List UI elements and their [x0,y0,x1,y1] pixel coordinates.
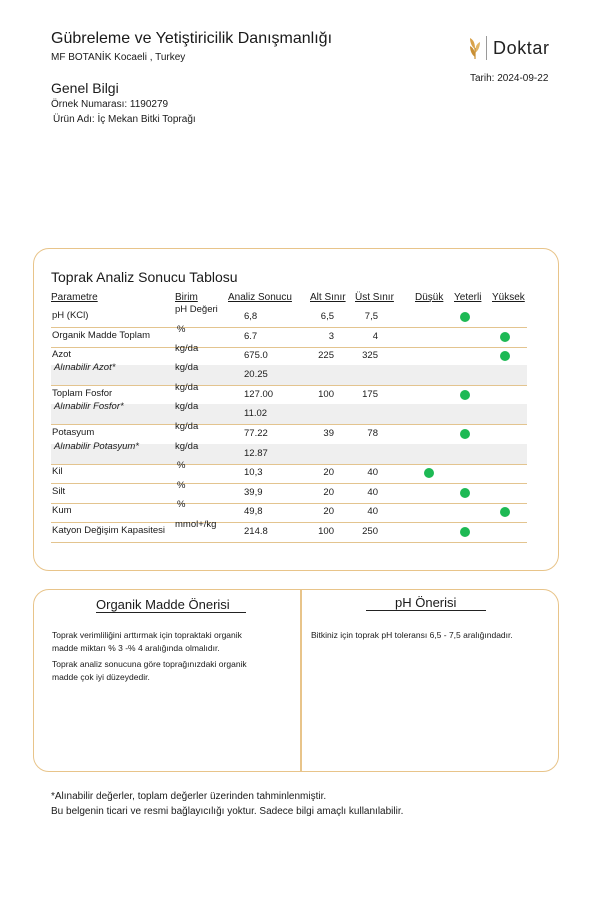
cell-parametre: Kil [52,466,63,477]
product-name: Ürün Adı: İç Mekan Bitki Toprağı [53,114,196,125]
cell-ust-sinir: 7,5 [364,311,378,322]
status-dot-yuksek [500,507,510,517]
header-dusuk: Düşük [415,292,444,303]
cell-parametre: Potasyum [52,427,95,438]
analysis-table-title: Toprak Analiz Sonucu Tablosu [51,269,238,285]
wheat-icon [468,36,482,60]
cell-ust-sinir: 78 [367,428,378,439]
organic-text-2-line-1: Toprak analiz sonucuna göre toprağınızdaki organik [52,659,247,669]
report-title: Gübreleme ve Yetiştiricilik Danışmanlığı [51,30,333,47]
cell-ust-sinir: 40 [367,487,378,498]
logo-text: Doktar [493,37,550,58]
cell-birim: kg/da [175,382,199,393]
status-dot-yeterli [460,429,470,439]
cell-birim: kg/da [175,362,199,373]
cell-birim: kg/da [175,421,199,432]
cell-birim: pH Değeri [175,304,218,315]
logo-divider [486,36,487,60]
cell-parametre: Kum [52,505,72,516]
cell-ust-sinir: 40 [367,467,378,478]
ph-text: Bitkiniz için toprak pH toleransı 6,5 - 7,5 aralığındadır. [311,630,513,640]
cell-alt-sinir: 20 [323,506,334,517]
status-dot-yeterli [460,312,470,322]
cell-analiz: 20.25 [244,369,268,380]
table-row-divider [51,424,527,425]
organic-text-1-line-2: madde miktarı % 3 -% 4 aralığında olmalıdır. [52,643,220,653]
ph-title-underline [366,610,486,611]
cell-ust-sinir: 40 [367,506,378,517]
cell-birim: kg/da [175,441,199,452]
cell-parametre: Katyon Değişim Kapasitesi [52,525,165,536]
cell-analiz: 12.87 [244,448,268,459]
cell-ust-sinir: 175 [362,389,378,400]
cell-parametre: Azot [52,349,72,360]
organic-title-underline [96,612,246,613]
cell-birim: % [177,460,186,471]
organic-text-1 [52,629,242,655]
report-subtitle: MF BOTANİK Kocaeli , Turkey [51,52,186,63]
cell-alt-sinir: 100 [318,526,334,537]
table-row-divider [51,522,527,523]
cell-alt-sinir: 3 [328,331,334,342]
cell-alt-sinir: 225 [318,350,334,361]
organic-title: Organik Madde Önerisi [96,597,230,612]
cell-analiz: 10,3 [244,467,263,478]
recommendation-divider [300,589,302,772]
cell-parametre: pH (KCl) [52,310,89,321]
doktar-logo [468,35,550,61]
table-row-divider [51,385,527,386]
cell-analiz: 6.7 [244,331,258,342]
cell-parametre: Silt [52,486,66,497]
cell-parametre: Alınabilir Potasyum* [54,441,140,452]
table-row-divider [51,542,527,543]
cell-analiz: 214.8 [244,526,268,537]
cell-analiz: 49,8 [244,506,263,517]
cell-birim: kg/da [175,401,199,412]
organic-text-2 [52,658,247,684]
cell-ust-sinir: 4 [372,331,378,342]
cell-analiz: 127.00 [244,389,274,400]
cell-birim: % [177,499,186,510]
status-dot-yuksek [500,332,510,342]
table-row-divider [51,327,527,328]
table-row-divider [51,464,527,465]
header-ust: Üst Sınır [355,292,394,303]
cell-alt-sinir: 20 [323,467,334,478]
cell-parametre: Alınabilir Fosfor* [54,401,124,412]
cell-birim: kg/da [175,343,199,354]
cell-parametre: Organik Madde Toplam [52,330,151,341]
organic-text-1-line-1: Toprak verimliliğini arttırmak için topraktaki organik [52,630,242,640]
sample-number: Örnek Numarası: 1190279 [51,99,169,110]
cell-alt-sinir: 100 [318,389,334,400]
cell-ust-sinir: 325 [362,350,378,361]
ph-title: pH Önerisi [395,595,457,610]
status-dot-yeterli [460,527,470,537]
cell-analiz: 39,9 [244,487,263,498]
status-dot-yuksek [500,351,510,361]
cell-alt-sinir: 20 [323,487,334,498]
table-row-stripe [51,365,527,385]
cell-alt-sinir: 39 [323,428,334,439]
header-parametre: Parametre [51,292,98,303]
table-row-divider [51,503,527,504]
header-yeterli: Yeterli [454,292,482,303]
general-info-title: Genel Bilgi [51,80,119,96]
header-birim: Birim [175,292,198,303]
status-dot-dusuk [424,468,434,478]
header-analiz: Analiz Sonucu [228,292,292,303]
header-yuksek: Yüksek [492,292,525,303]
cell-analiz: 6,8 [244,311,258,322]
status-dot-yeterli [460,488,470,498]
cell-parametre: Alınabilir Azot* [54,362,116,373]
footnote: *Alınabilir değerler, toplam değerler üzerinden tahminlenmiştir. [51,791,327,802]
cell-birim: % [177,324,186,335]
report-date: Tarih: 2024-09-22 [470,73,549,84]
cell-parametre: Toplam Fosfor [52,388,113,399]
cell-birim: % [177,480,186,491]
cell-analiz: 77.22 [244,428,268,439]
cell-analiz: 675.0 [244,350,268,361]
disclaimer: Bu belgenin ticari ve resmi bağlayıcılığı yoktur. Sadece bilgi amaçlı kullanılabilir. [51,806,404,817]
table-row-divider [51,347,527,348]
organic-text-2-line-2: madde çok iyi düzeydedir. [52,672,150,682]
status-dot-yeterli [460,390,470,400]
cell-ust-sinir: 250 [362,526,378,537]
cell-birim: mmol+/kg [175,519,217,530]
header-alt: Alt Sınır [310,292,346,303]
cell-analiz: 11.02 [244,408,268,419]
cell-alt-sinir: 6,5 [320,311,334,322]
table-row-divider [51,483,527,484]
